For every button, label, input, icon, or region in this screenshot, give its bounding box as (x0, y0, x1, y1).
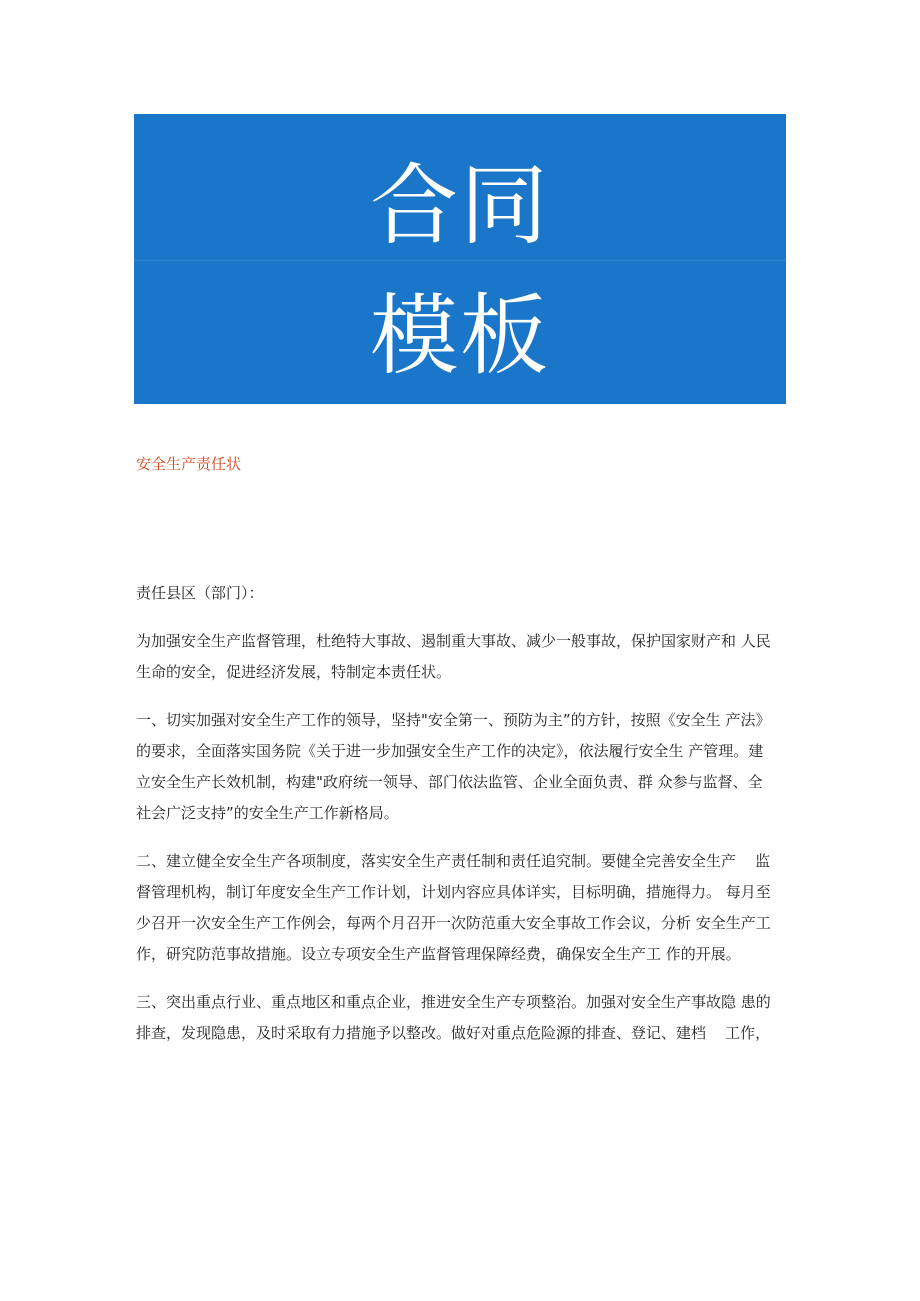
paragraph-line: 一、切实加强对安全生产工作的领导，坚持"安全第一、预防为主”的方针，按照《安全生 产法》 (136, 711, 771, 729)
banner-title-line-1: 合同 (369, 154, 550, 257)
paragraph-line: 排查，发现隐患，及时采取有力措施予以整改。做好对重点危险源的排查、登记、建档 工作， (136, 1024, 771, 1042)
paragraph-gap (136, 609, 786, 626)
paragraph-gap (136, 688, 786, 705)
paragraph-line: 作，研究防范事故措施。设立专项安全生产监督管理保障经费，确保安全生产工 作的开展。 (136, 945, 741, 963)
paragraph-gap (136, 829, 786, 846)
paragraph-line: 三、突出重点行业、重点地区和重点企业，推进安全生产专项整治。加强对安全生产事故隐 患的 (136, 993, 771, 1011)
addressee-line: 责任县区（部门）： (136, 584, 264, 602)
paragraph-line: 督管理机构，制订年度安全生产工作计划，计划内容应具体详实，目标明确，措施得力。 每月至 (136, 883, 771, 901)
paragraph-gap (136, 970, 786, 987)
paragraph-line: 少召开一次安全生产工作例会，每两个月召开一次防范重大安全事故工作会议，分析 安全生产工 (136, 914, 771, 932)
paragraph-line: 二、建立健全安全生产各项制度，落实安全生产责任制和责任追究制。要健全完善安全生产 监 (136, 852, 771, 870)
banner-title-line-2: 模板 (369, 284, 550, 387)
document-body (136, 578, 786, 1049)
paragraph-line: 为加强安全生产监督管理，杜绝特大事故、遏制重大事故、减少一般事故，保护国家财产和 人民 (136, 632, 771, 650)
document-title: 安全生产责任状 (136, 455, 242, 473)
paragraph-line: 社会广泛支持”的安全生产工作新格局。 (136, 804, 399, 822)
paragraph-line: 生命的安全，促进经济发展，特制定本责任状。 (136, 663, 452, 681)
paragraph-line: 立安全生产长效机制，构建"政府统一领导、部门依法监管、企业全面负责、群 众参与监督、全 (136, 773, 763, 791)
paragraph-line: 的要求，全面落实国务院《关于进一步加强安全生产工作的决定》，依法履行安全生 产管理。建 (136, 742, 764, 760)
cover-banner (134, 114, 786, 404)
banner-divider (134, 260, 786, 261)
